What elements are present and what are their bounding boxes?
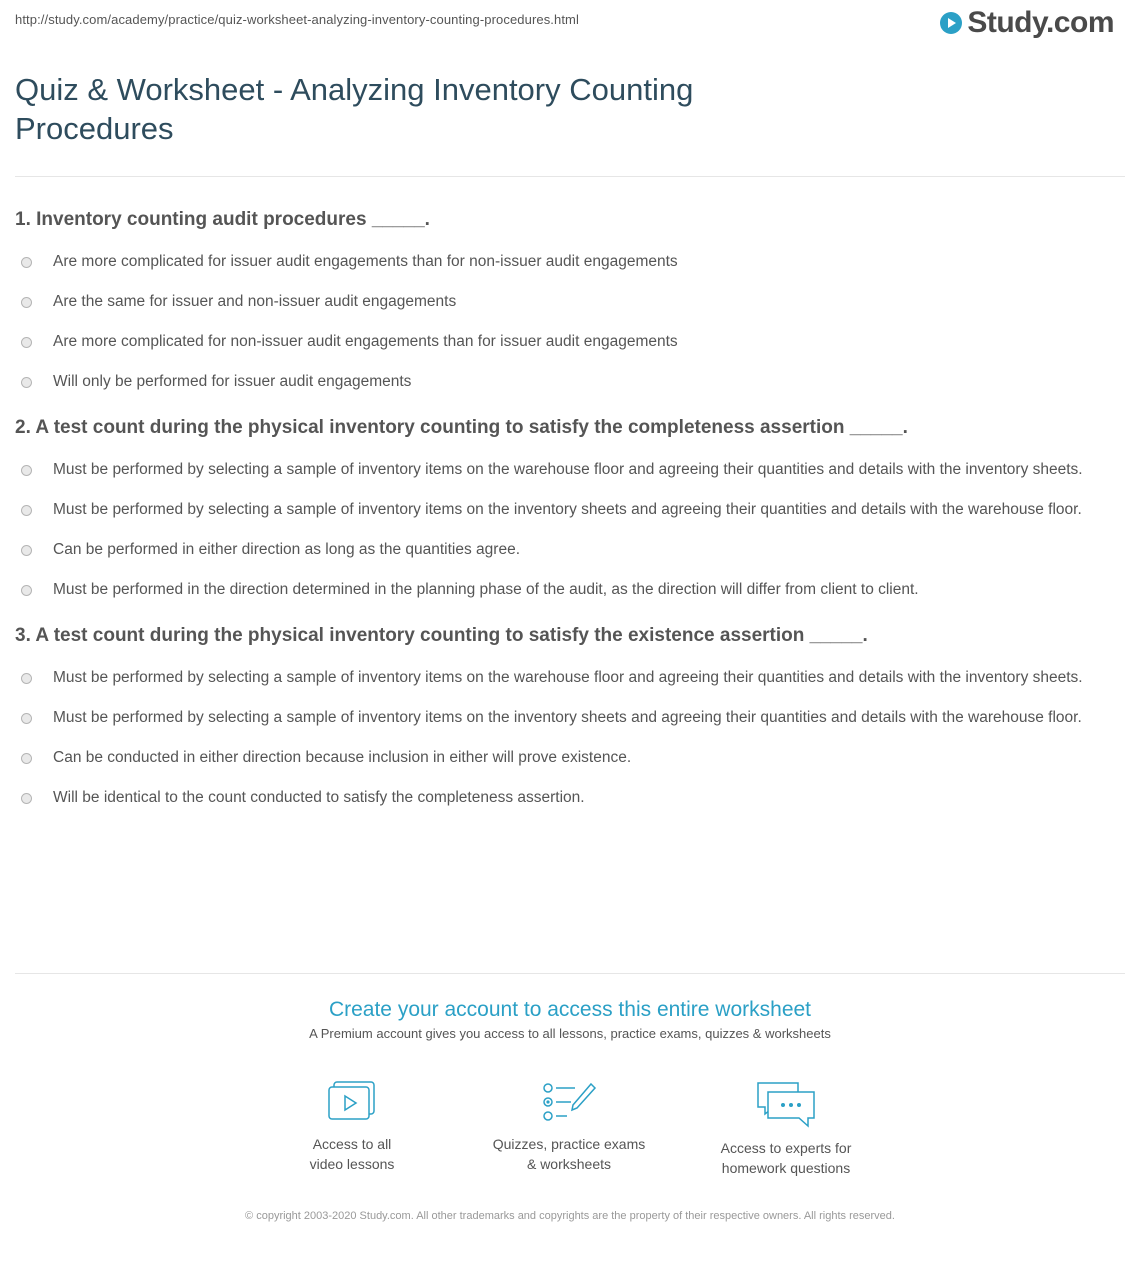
radio-icon[interactable]	[21, 505, 32, 516]
answer-option[interactable]: Can be conducted in either direction because inclusion in either will prove existence.	[15, 746, 1115, 770]
create-account-cta	[0, 998, 1140, 1041]
answer-option[interactable]: Must be performed by selecting a sample of inventory items on the warehouse floor and agreeing their quantities and details with the inventory sheets.	[15, 458, 1115, 482]
answer-option[interactable]: Can be performed in either direction as long as the quantities agree.	[15, 538, 1115, 562]
question-text: 1. Inventory counting audit procedures _____.	[15, 209, 430, 230]
answer-option[interactable]: Are more complicated for non-issuer audit engagements than for issuer audit engagements	[15, 330, 1115, 354]
radio-icon[interactable]	[21, 713, 32, 724]
answer-option[interactable]: Will only be performed for issuer audit engagements	[15, 370, 1115, 394]
radio-icon[interactable]	[21, 673, 32, 684]
radio-icon[interactable]	[21, 337, 32, 348]
chat-bubbles-icon	[754, 1080, 818, 1128]
answer-option[interactable]: Must be performed in the direction determined in the planning phase of the audit, as the direction will differ from client to client.	[15, 578, 1115, 602]
play-logo-icon	[939, 11, 963, 35]
logo-text: Study.com	[967, 6, 1114, 39]
answer-option[interactable]: Are more complicated for issuer audit engagements than for non-issuer audit engagements	[15, 250, 1115, 274]
divider	[15, 973, 1125, 974]
radio-icon[interactable]	[21, 377, 32, 388]
answer-option[interactable]: Will be identical to the count conducted to satisfy the completeness assertion.	[15, 786, 1115, 810]
study-logo[interactable]	[939, 6, 1114, 40]
radio-icon[interactable]	[21, 257, 32, 268]
radio-icon[interactable]	[21, 465, 32, 476]
radio-icon[interactable]	[21, 297, 32, 308]
cta-subtitle: A Premium account gives you access to all lessons, practice exams, quizzes & worksheets	[309, 1026, 831, 1041]
question-text: 3. A test count during the physical inventory counting to satisfy the existence assertion _____.	[15, 625, 868, 646]
answer-option[interactable]: Must be performed by selecting a sample of inventory items on the warehouse floor and agreeing their quantities and details with the inventory sheets.	[15, 666, 1115, 690]
feature-label-line2: homework questions	[721, 1160, 851, 1176]
radio-icon[interactable]	[21, 585, 32, 596]
radio-icon[interactable]	[21, 793, 32, 804]
radio-icon[interactable]	[21, 545, 32, 556]
cta-title[interactable]: Create your account to access this entire worksheet	[328, 998, 812, 1021]
feature-video-lessons	[252, 1080, 452, 1174]
feature-label-line1: Access to experts for	[720, 1140, 852, 1156]
answer-option[interactable]: Are the same for issuer and non-issuer audit engagements	[15, 290, 1115, 314]
feature-label-line1: Quizzes, practice exams	[492, 1136, 646, 1152]
feature-experts	[686, 1080, 886, 1178]
question-2	[15, 414, 1115, 602]
quiz-list-icon	[541, 1080, 597, 1124]
video-lessons-icon	[326, 1080, 378, 1124]
question-list	[15, 206, 1115, 830]
feature-quizzes	[469, 1080, 669, 1174]
page-title: Quiz & Worksheet - Analyzing Inventory Counting Procedures	[15, 72, 694, 146]
question-text: 2. A test count during the physical inventory counting to satisfy the completeness assertion _____.	[15, 417, 908, 438]
copyright-text: © copyright 2003-2020 Study.com. All other trademarks and copyrights are the property of their respective owners. All rights reserved.	[245, 1210, 895, 1222]
feature-label-line1: Access to all	[312, 1136, 392, 1152]
answer-option[interactable]: Must be performed by selecting a sample of inventory items on the inventory sheets and agreeing their quantities and details with the warehouse floor.	[15, 498, 1115, 522]
answer-option[interactable]: Must be performed by selecting a sample of inventory items on the inventory sheets and agreeing their quantities and details with the warehouse floor.	[15, 706, 1115, 730]
feature-label-line2: video lessons	[309, 1156, 395, 1172]
question-1	[15, 206, 1115, 394]
divider	[15, 176, 1125, 177]
radio-icon[interactable]	[21, 753, 32, 764]
page-url: http://study.com/academy/practice/quiz-worksheet-analyzing-inventory-counting-procedures.html	[15, 12, 579, 27]
feature-label-line2: & worksheets	[526, 1156, 612, 1172]
question-3	[15, 622, 1115, 810]
